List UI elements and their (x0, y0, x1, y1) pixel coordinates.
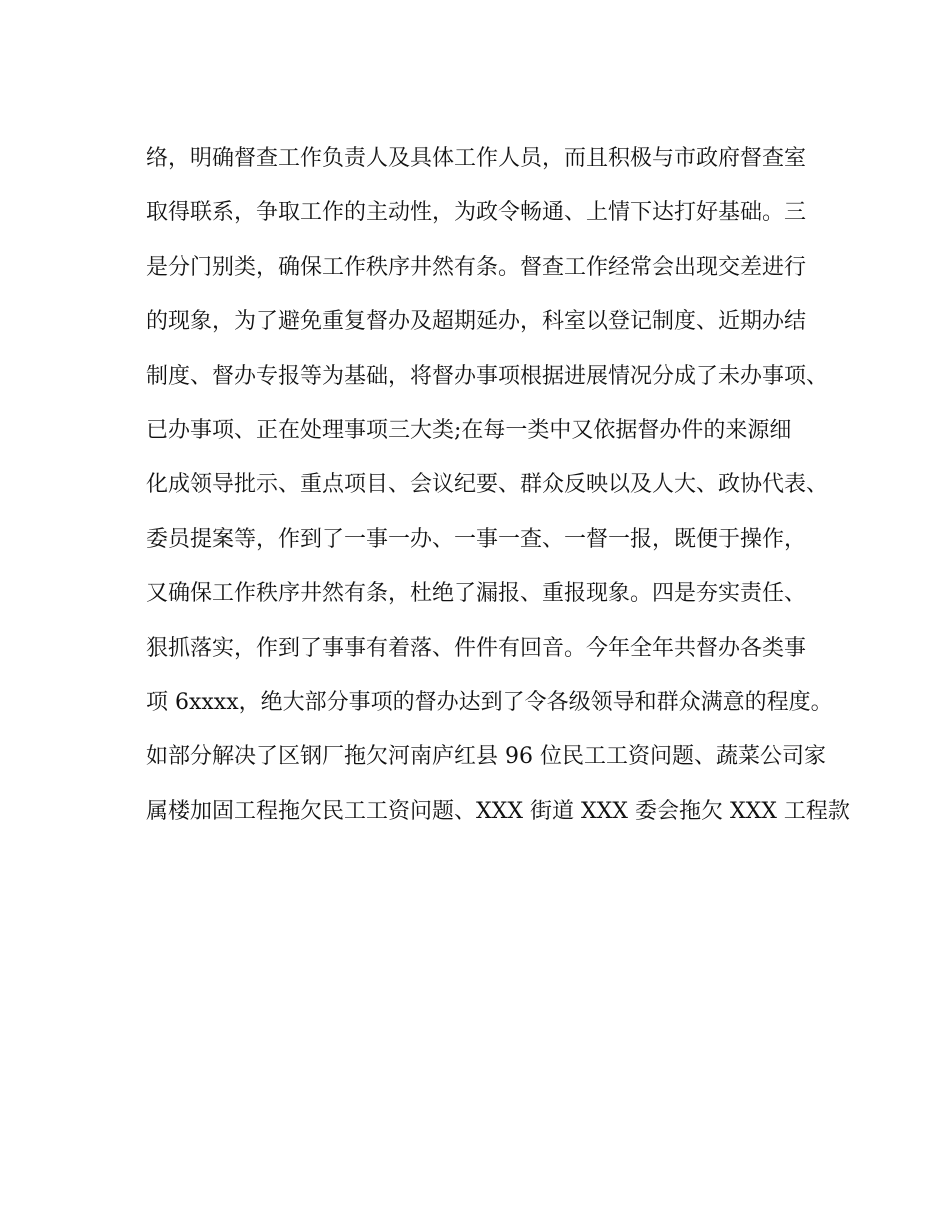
text-line: 项 6xxxx，绝大部分事项的督办达到了令各级领导和群众满意的程度。 (146, 689, 833, 715)
text-line: 制度、督办专报等为基础，将督办事项根据进展情况分成了未办事项、 (146, 363, 829, 389)
text-line: 是分门别类，确保工作秩序井然有条。督查工作经常会出现交差进行 (146, 254, 807, 280)
text-line: 取得联系，争取工作的主动性，为政令畅通、上情下达打好基础。三 (146, 200, 807, 226)
body-text (146, 140, 850, 847)
text-line: 委员提案等，作到了一事一办、一事一查、一督一报，既便于操作， (146, 526, 807, 552)
text-line: 狠抓落实，作到了事事有着落、件件有回音。今年全年共督办各类事 (146, 635, 807, 661)
text-line: 如部分解决了区钢厂拖欠河南庐红县 96 位民工工资问题、蔬菜公司家 (146, 744, 826, 770)
text-line: 络，明确督查工作负责人及具体工作人员，而且积极与市政府督查室 (146, 146, 807, 171)
text-line: 又确保工作秩序井然有条，杜绝了漏报、重报现象。四是夯实责任、 (146, 581, 807, 607)
text-line: 已办事项、正在处理事项三大类;在每一类中又依据督办件的来源细 (146, 417, 792, 443)
text-line: 化成领导批示、重点项目、会议纪要、群众反映以及人大、政协代表、 (146, 472, 829, 498)
text-line: 的现象，为了避免重复督办及超期延办，科室以登记制度、近期办结 (146, 309, 807, 335)
text-line: 属楼加固工程拖欠民工工资问题、XXX 街道 XXX 委会拖欠 XXX 工程款 (146, 798, 850, 824)
